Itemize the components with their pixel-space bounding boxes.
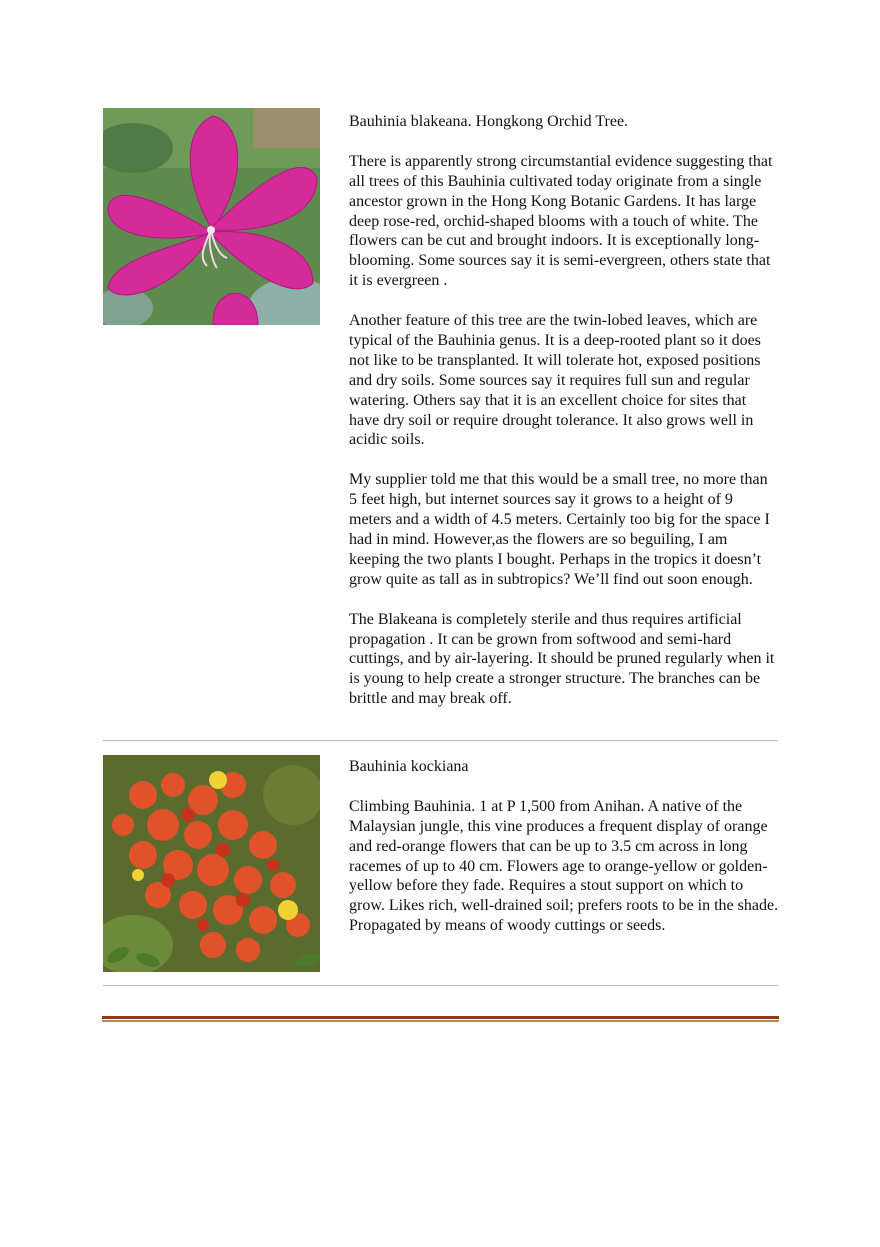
section-divider xyxy=(103,985,778,986)
entry-paragraph: My supplier told me that this would be a small tree, no more than 5 feet high, but internet sources say it grows to a height of 9 meters and a width of 4.5 meters. Certainly too big for the space I had in mind. However,as the flowers are so beguiling, I am keeping the two plants I bought. Perhaps in the tropics it doesn’t grow quite as tall as in subtropics? We’ll find out soon enough. xyxy=(349,471,770,588)
entry-title: Bauhinia kockiana xyxy=(349,758,469,775)
section-divider xyxy=(103,740,778,741)
entry-paragraph: Another feature of this tree are the twin-lobed leaves, which are typical of the Bauhinia genus. It is a deep-rooted plant so it does not like to be transplanted. It will tolerate hot, exposed positions and dry soils. Some sources say it requires full sun and regular watering. Others say that it is an excellent choice for sites that have dry soil or require drought tolerance. It also grows well in acidic soils. xyxy=(349,312,761,449)
orchid-tree-photo xyxy=(103,108,320,325)
footer-rule-dark xyxy=(102,1016,779,1019)
entry-paragraph: There is apparently strong circumstantial evidence suggesting that all trees of this Bauhinia cultivated today originate from a single ancestor grown in the Hong Kong Botanic Gardens. It has large deep rose-red, orchid-shaped blooms with a touch of white. The flowers can be cut and brought indoors. It is exceptionally long-blooming. Some sources say it is semi-evergreen, others state that it is evergreen . xyxy=(349,152,773,290)
entry-text xyxy=(349,757,779,956)
entry-text xyxy=(349,112,779,729)
entry-paragraph: The Blakeana is completely sterile and thus requires artificial propagation . It can be grown from softwood and semi-hard cuttings, and by air-layering. It should be pruned regularly when it is young to help create a stronger structure. The branches can be brittle and may break off. xyxy=(349,610,775,708)
entry-paragraph: Climbing Bauhinia. 1 at P 1,500 from Anihan. A native of the Malaysian jungle, this vine produces a frequent display of orange and red-orange flowers that can be up to 3.5 cm across in long racemes of up to 40 cm. Flowers age to orange-yellow or golden-yellow before they fade. Requires a stout support on which to grow. Likes rich, well-drained soil; prefers roots to be in the shade. Propagated by means of woody cuttings or seeds. xyxy=(349,797,779,935)
footer-rule-light xyxy=(102,1020,779,1022)
entry-title: Bauhinia blakeana. Hongkong Orchid Tree. xyxy=(349,113,629,130)
footer-double-rule xyxy=(102,1016,779,1022)
climbing-bauhinia-photo xyxy=(103,755,320,972)
